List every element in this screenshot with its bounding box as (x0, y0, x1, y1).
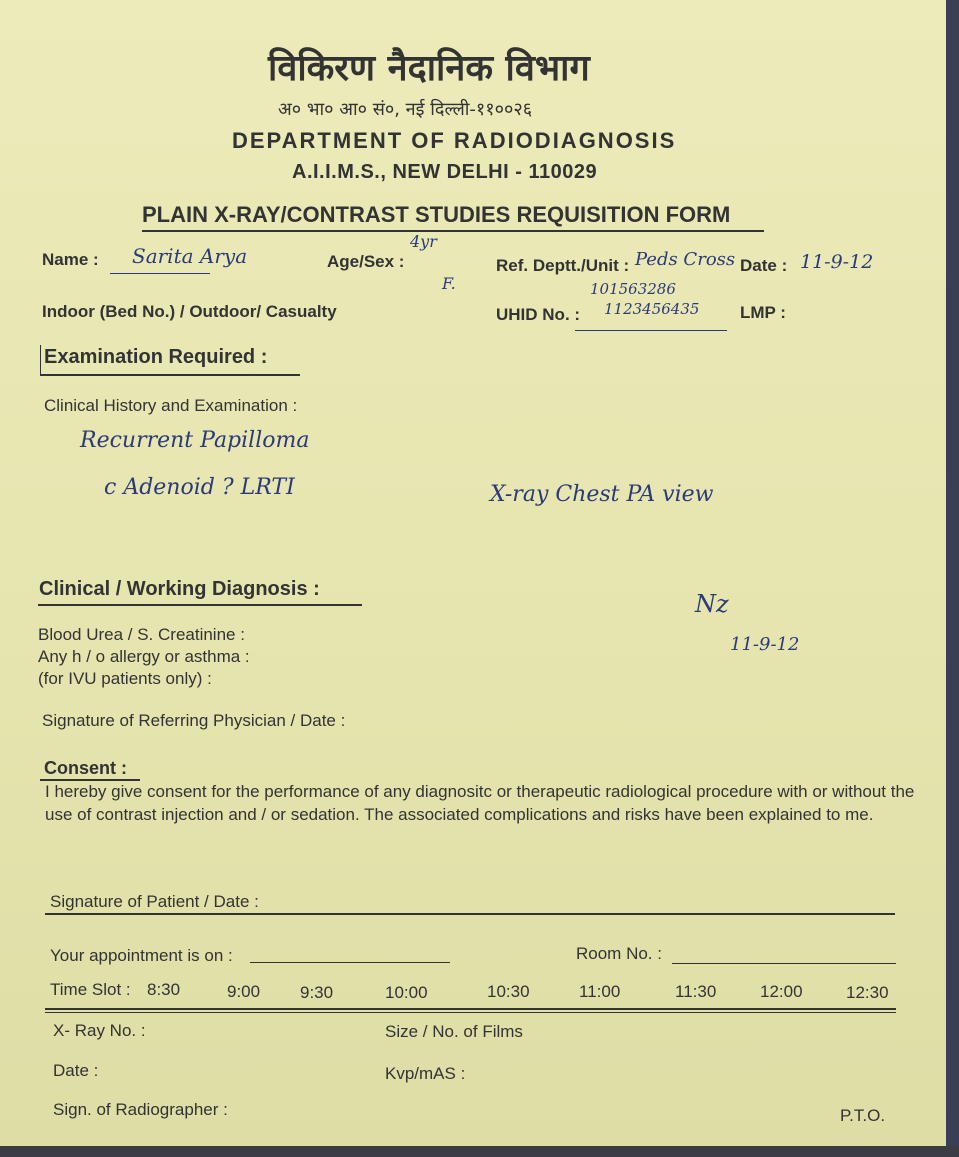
time-slot-900: 9:00 (227, 982, 261, 1001)
institute-address: A.I.I.M.S., NEW DELHI - 110029 (292, 161, 598, 183)
time-slot-1130: 11:30 (675, 982, 717, 1001)
date-value: 11-9-12 (800, 251, 874, 273)
uhid-value-top: 101563286 (590, 280, 676, 298)
exam-request: X-ray Chest PA view (490, 482, 714, 507)
uhid-label: UHID No. : (496, 305, 581, 324)
history-line-1: Recurrent Papilloma (80, 428, 310, 453)
allergy-label: Any h / o allergy or asthma : (38, 647, 250, 666)
time-slot-1230: 12:30 (846, 983, 889, 1002)
lmp-label: LMP : (740, 303, 786, 322)
consent-text: I hereby give consent for the performance of any diagnositc or therapeutic radiological procedure with or without the use of contrast injection and / or sedation. The associated complications and risks have been explained to me. (45, 782, 915, 824)
ivu-label: (for IVU patients only) : (38, 669, 212, 688)
form-title-underline (142, 230, 764, 232)
time-slot-1030: 10:30 (487, 982, 530, 1001)
exam-heading-border (40, 345, 41, 375)
uhid-underline (575, 330, 727, 331)
form-title: PLAIN X-RAY/CONTRAST STUDIES REQUISITION FORM (142, 202, 731, 227)
pto-label: P.T.O. (840, 1106, 886, 1125)
exam-required-heading: Examination Required : (44, 346, 268, 368)
hindi-title: विकिरण नैदानिक विभाग (268, 48, 590, 89)
xray-no-label: X- Ray No. : (53, 1021, 146, 1040)
date-label: Date : (740, 256, 788, 275)
history-line-2: c Adenoid ? LRTI (104, 475, 295, 500)
hindi-address: अ० भा० आ० सं०, नई दिल्ली-११००२६ (278, 99, 533, 120)
time-slot-1000: 10:00 (385, 983, 428, 1002)
name-underline (110, 273, 210, 274)
uhid-value-bottom: 1123456435 (604, 300, 700, 318)
background-edge-right (946, 0, 959, 1157)
age-value: 4yr (410, 232, 437, 251)
indoor-outdoor-label: Indoor (Bed No.) / Outdoor/ Casualty (42, 302, 337, 321)
doctor-sign-date: 11-9-12 (730, 634, 800, 655)
time-slot-line-1 (45, 1008, 896, 1010)
time-slot-line-2 (45, 1012, 896, 1013)
room-no-label: Room No. : (576, 944, 662, 963)
patient-signature-label: Signature of Patient / Date : (50, 892, 259, 911)
time-slot-1200: 12:00 (760, 982, 803, 1001)
doctor-signature: Nz (695, 590, 729, 618)
clinical-history-label: Clinical History and Examination : (44, 396, 298, 415)
age-sex-label: Age/Sex : (327, 252, 405, 271)
diagnosis-heading-underline (38, 604, 362, 606)
diagnosis-heading: Clinical / Working Diagnosis : (39, 578, 320, 600)
appointment-label: Your appointment is on : (50, 946, 233, 965)
patient-signature-line (45, 913, 895, 915)
exam-heading-underline (40, 374, 300, 376)
blood-urea-label: Blood Urea / S. Creatinine : (38, 625, 245, 644)
name-label: Name : (42, 250, 99, 269)
radiographer-sign-label: Sign. of Radiographer : (53, 1100, 228, 1119)
referring-physician-signature-label: Signature of Referring Physician / Date : (42, 711, 346, 730)
room-no-line (672, 963, 896, 964)
radiographer-date-label: Date : (53, 1061, 99, 1080)
ref-dept-value: Peds Cross (635, 249, 736, 270)
sex-value: F. (442, 274, 456, 293)
department-name: DEPARTMENT OF RADIODIAGNOSIS (232, 128, 677, 153)
time-slot-830: 8:30 (147, 980, 181, 999)
time-slot-label: Time Slot : (50, 980, 131, 999)
consent-heading: Consent : (44, 758, 127, 778)
appointment-line (250, 962, 450, 963)
background-edge-bottom (0, 1146, 959, 1157)
ref-dept-label: Ref. Deptt./Unit : (496, 256, 630, 275)
time-slot-1100: 11:00 (579, 982, 621, 1001)
size-films-label: Size / No. of Films (385, 1022, 523, 1041)
time-slot-930: 9:30 (300, 983, 334, 1002)
name-value: Sarita Arya (132, 244, 248, 268)
kvp-mas-label: Kvp/mAS : (385, 1064, 466, 1083)
